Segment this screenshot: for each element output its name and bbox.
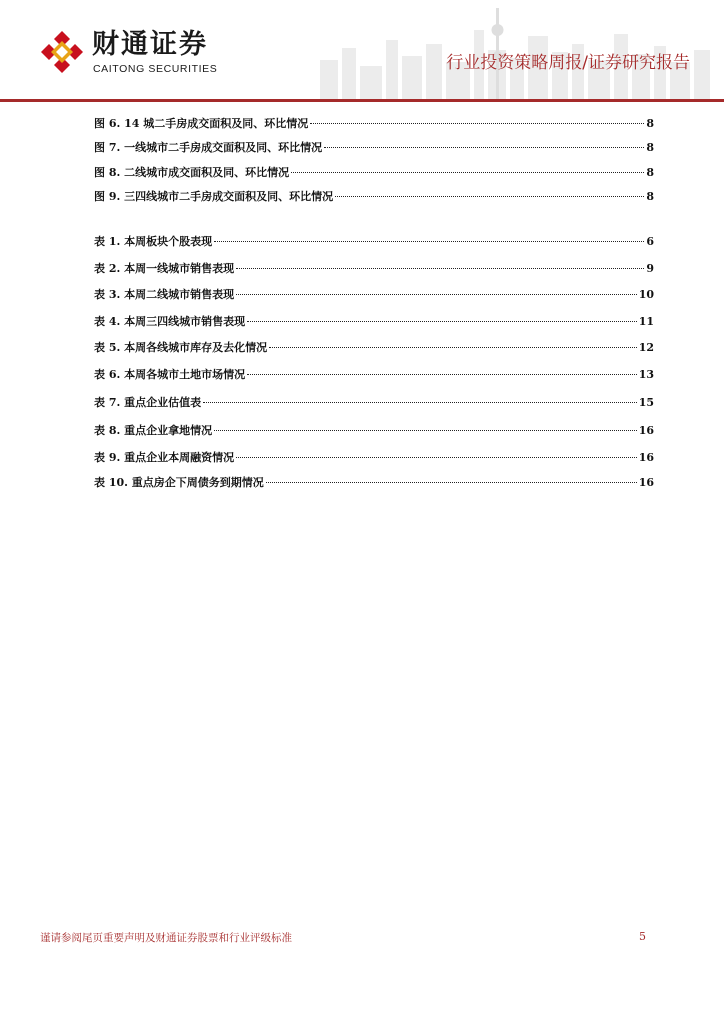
toc-dot-leader xyxy=(247,320,637,322)
brand-name-en: CAITONG SECURITIES xyxy=(93,63,218,75)
toc-entry-table-3[interactable] xyxy=(94,286,654,304)
toc-entry-label: 表 2. 本周一线城市销售表现 xyxy=(94,262,235,275)
toc-entry-page: 8 xyxy=(646,190,654,203)
toc-entry-table-8[interactable] xyxy=(94,422,654,440)
toc-entry-table-4[interactable] xyxy=(94,313,654,331)
toc-entry-label: 图 8. 二线城市成交面积及同、环比情况 xyxy=(94,166,290,179)
toc-entry-label: 表 10. 重点房企下周债务到期情况 xyxy=(94,476,264,489)
toc-entry-page: 9 xyxy=(646,262,654,275)
toc-entry-table-1[interactable] xyxy=(94,233,654,251)
page-header xyxy=(0,0,724,104)
toc-dot-leader xyxy=(266,481,637,483)
toc-dot-leader xyxy=(247,373,637,375)
toc-entry-page: 11 xyxy=(638,315,654,328)
toc-dot-leader xyxy=(335,195,644,197)
toc-entry-page: 8 xyxy=(646,117,654,130)
toc-entry-table-10[interactable] xyxy=(94,474,654,492)
toc-dot-leader xyxy=(324,146,644,148)
brand-name-cn: 财通证券 xyxy=(92,29,208,60)
toc-entry-label: 表 9. 重点企业本周融资情况 xyxy=(94,451,235,464)
toc-entry-label: 表 4. 本周三四线城市销售表现 xyxy=(94,315,246,328)
toc-dot-leader xyxy=(269,346,637,348)
toc-entry-label: 图 7. 一线城市二手房成交面积及同、环比情况 xyxy=(94,141,323,154)
toc-entry-figure-9[interactable] xyxy=(94,188,654,206)
toc-entry-page: 16 xyxy=(638,476,654,489)
toc-entry-label: 表 5. 本周各线城市库存及去化情况 xyxy=(94,341,268,354)
caitong-logo-icon xyxy=(40,30,84,74)
toc-entry-page: 16 xyxy=(638,451,654,464)
toc-entry-table-7[interactable] xyxy=(94,394,654,412)
toc-entry-table-6[interactable] xyxy=(94,366,654,384)
toc-dot-leader xyxy=(214,429,637,431)
toc-entry-page: 16 xyxy=(638,424,654,437)
toc-dot-leader xyxy=(310,122,644,124)
toc-entry-page: 8 xyxy=(646,166,654,179)
toc-entry-figure-7[interactable] xyxy=(94,139,654,157)
toc-entry-label: 表 3. 本周二线城市销售表现 xyxy=(94,288,235,301)
toc-entry-label: 表 7. 重点企业估值表 xyxy=(94,396,202,409)
toc-entry-label: 表 6. 本周各城市土地市场情况 xyxy=(94,368,246,381)
toc-entry-label: 图 6. 14 城二手房成交面积及同、环比情况 xyxy=(94,117,309,130)
footer-page-number: 5 xyxy=(639,930,646,943)
toc-entry-label: 表 8. 重点企业拿地情况 xyxy=(94,424,213,437)
toc-entry-table-2[interactable] xyxy=(94,260,654,278)
toc-dot-leader xyxy=(214,240,644,242)
toc-entry-table-5[interactable] xyxy=(94,339,654,357)
toc-entry-page: 12 xyxy=(638,341,654,354)
toc-dot-leader xyxy=(236,456,637,458)
toc-entry-page: 6 xyxy=(646,235,654,248)
toc-entry-page: 13 xyxy=(638,368,654,381)
toc-entry-page: 10 xyxy=(638,288,654,301)
toc-entry-label: 图 9. 三四线城市二手房成交面积及同、环比情况 xyxy=(94,190,334,203)
footer-disclaimer: 谨请参阅尾页重要声明及财通证券股票和行业评级标准 xyxy=(40,932,292,944)
report-type-label: 行业投资策略周报/证券研究报告 xyxy=(446,53,690,73)
header-divider xyxy=(0,99,724,102)
toc-dot-leader xyxy=(291,171,644,173)
toc-dot-leader xyxy=(203,401,637,403)
toc-entry-page: 8 xyxy=(646,141,654,154)
city-skyline-graphic xyxy=(300,0,724,100)
toc-entry-label: 表 1. 本周板块个股表现 xyxy=(94,235,213,248)
toc-dot-leader xyxy=(236,267,644,269)
toc-entry-figure-8[interactable] xyxy=(94,164,654,182)
toc-dot-leader xyxy=(236,293,637,295)
toc-entry-table-9[interactable] xyxy=(94,449,654,467)
toc-entry-page: 15 xyxy=(638,396,654,409)
toc-entry-figure-6[interactable] xyxy=(94,115,654,133)
